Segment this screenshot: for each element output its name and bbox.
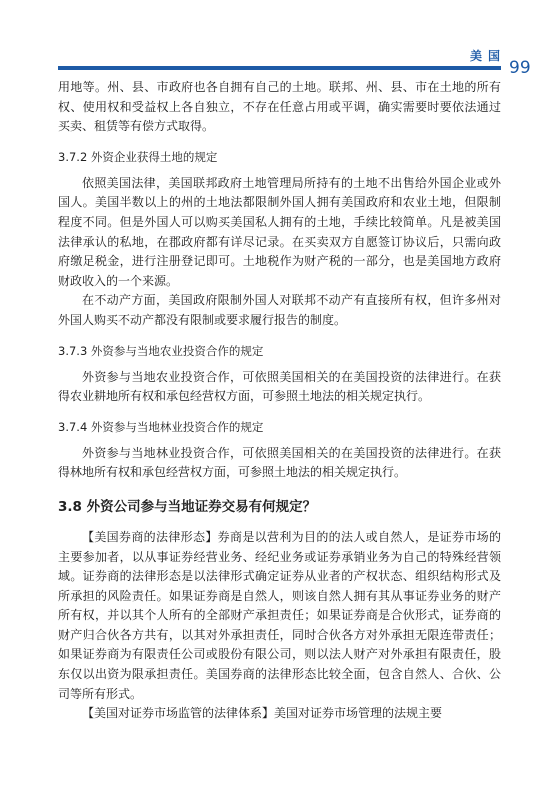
body-paragraph: 在不动产方面，美国政府限制外国人对联邦不动产有直接所有权，但许多州对外国人购买不动产都没有限制或要求履行报告的制度。 [58,293,501,327]
body-paragraph: 【美国券商的法律形态】券商是以营利为目的的法人或自然人，是证券市场的主要参加者，以从事证券经营业务、经纪业务或证券承销业务为自己的特殊经营领域。证券商的法律形态是以法律形式确定证券从业者的产权状态、组织结构形式及所承担的风险责任。如果证券商是自然人，则该自然人拥有其从事证券业务的财产所有权，并以其个人所有的全部财产承担责任；如果证券商是合伙形式，证券商的财产归合伙各方共有，以其对外承担责任，同时合伙各方对外承担无限连带责任；如果证券商为有限责任公司或股份有限公司，则以法人财产对外承担有限责任，股东仅以出资为限承担责任。美国券商的法律形态比较全面，包含自然人、合伙、公司等所有形式。 [58,529,501,701]
section-heading-3-7-3: 3.7.3 外资参与当地农业投资合作的规定 [58,343,264,358]
body-paragraph: 外资参与当地农业投资合作，可依照美国相关的在美国投资的法律进行。在获得农业耕地所有权和承包经营权方面，可参照土地法的相关规定执行。 [58,369,501,404]
page-body [58,78,501,724]
section-heading-3-7-4: 3.7.4 外资参与当地林业投资合作的规定 [58,419,264,434]
running-header-country: 美国 [470,49,507,63]
body-paragraph: 外资参与当地林业投资合作，可依照美国相关的在美国投资的法律进行。在获得林地所有权和承包经营权方面，可参照土地法的相关规定执行。 [58,445,501,480]
page-number: 99 [509,58,531,78]
section-heading-3-8: 3.8 外资公司参与当地证券交易有何规定？ [58,498,317,515]
section-heading-3-7-2: 3.7.2 外资企业获得土地的规定 [58,149,218,164]
body-paragraph: 依照美国法律，美国联邦政府土地管理局所持有的土地不出售给外国企业或外国人。美国半数以上的州的土地法都限制外国人拥有美国政府和农业土地，但限制程度不同。但是外国人可以购买美国私人拥有的土地，手续比较简单。凡是被美国法律承认的私地，在郡政府都有详尽记录。在买卖双方自愿签订协议后，只需向政府缴足税金，进行注册登记即可。土地税作为财产税的一部分，也是美国地方政府财政收入的一个来源。 [58,175,501,288]
body-paragraph: 用地等。州、县、市政府也各自拥有自己的土地。联邦、州、县、市在土地的所有权、使用权和受益权上各自独立，不存在任意占用或平调，确实需要时要依法通过买卖、租赁等有偿方式取得。 [58,80,501,134]
header-rule [58,66,501,70]
body-paragraph: 【美国对证券市场监管的法律体系】美国对证券市场管理的法规主要 [82,706,443,721]
